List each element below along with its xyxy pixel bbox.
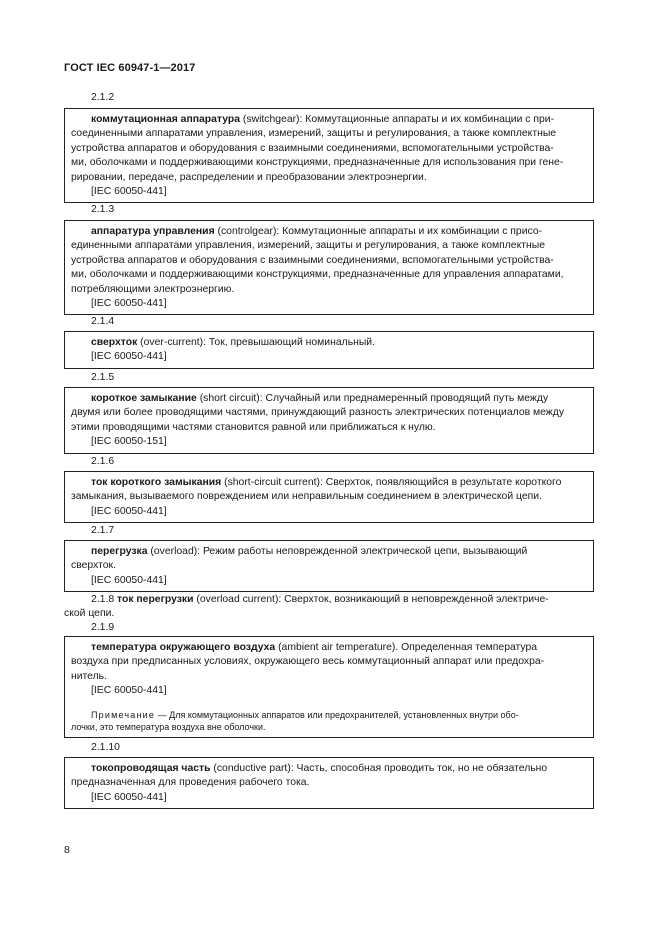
definition-text: (conductive part): Часть, способная проводить ток, но не обязательно — [210, 763, 548, 774]
clause-number: 2.1.4 — [91, 316, 115, 327]
definition-first-line — [71, 392, 587, 406]
inline-definition-first-line — [64, 593, 594, 607]
definition-box — [64, 387, 594, 454]
clause-number: 2.1.9 — [91, 622, 115, 633]
definition-text: (short circuit): Случайный или преднамеренный проводящий путь между — [196, 393, 549, 404]
iec-reference: [IEC 60050-441] — [91, 685, 167, 697]
definition-line: соединенными аппаратами управления, измерений, защиты и регулирования, а также комплектные — [71, 128, 557, 140]
definition-line: рировании, передаче, распределении и преобразовании электроэнергии. — [71, 171, 427, 183]
definition-box — [64, 220, 594, 315]
iec-reference: [IEC 60050-441] — [91, 574, 167, 586]
iec-reference: [IEC 60050-441] — [91, 298, 167, 310]
definition-line: сверхток. — [71, 560, 116, 572]
note — [71, 709, 587, 722]
definition-box — [64, 636, 594, 738]
note-label: Примечание — [91, 709, 156, 720]
term: коммутационная аппаратура — [91, 114, 241, 125]
definition-first-line — [71, 225, 587, 239]
note-text: — Для коммутационных аппаратов или предохранителей, установленных внутри обо- — [155, 709, 519, 720]
definition-box — [64, 108, 594, 203]
definition-first-line — [71, 476, 587, 490]
iec-reference: [IEC 60050-441] — [91, 351, 167, 363]
definition-line: ми, оболочками и поддерживающими конструкциями, предназначенные для использования при гене- — [71, 157, 564, 169]
definition-text: (short-circuit current): Сверхток, появляющийся в результате короткого — [221, 477, 562, 488]
term: перегрузка — [91, 546, 148, 557]
definition-first-line — [71, 545, 587, 559]
definition-line: потребляющими электроэнергию. — [71, 283, 235, 295]
inline-definition — [64, 593, 594, 622]
term: ток короткого замыкания — [91, 477, 222, 488]
definition-box — [64, 331, 594, 369]
clause-number: 2.1.10 — [91, 742, 120, 753]
term: аппаратура управления — [91, 226, 215, 237]
page-number: 8 — [64, 844, 70, 856]
definition-line: двумя или более проводящими частями, принуждающий разность электрических потенциалов между — [71, 407, 565, 419]
clause-number: 2.1.2 — [91, 92, 115, 103]
definition-line: воздуха при предписанных условиях, окружающего весь коммутационный аппарат или предохра- — [71, 656, 545, 668]
clause-number: 2.1.7 — [91, 525, 115, 536]
clause-number: 2.1.3 — [91, 204, 115, 215]
iec-reference: [IEC 60050-441] — [91, 505, 167, 517]
clause-number: 2.1.5 — [91, 372, 115, 383]
definition-first-line — [71, 641, 587, 655]
term: сверхток — [91, 337, 138, 348]
definition-line: единенными аппаратами управления, измерений, защиты и регулирования, а также комплектные — [71, 240, 545, 252]
definition-text: (over-current): Ток, превышающий номинальный. — [137, 337, 376, 348]
definition-box — [64, 757, 594, 809]
definition-box — [64, 471, 594, 523]
iec-reference: [IEC 60050-151] — [91, 436, 167, 448]
iec-reference: [IEC 60050-441] — [91, 791, 167, 803]
term: ток перегрузки — [117, 594, 194, 605]
definition-line: ской цепи. — [64, 608, 115, 620]
document-header: ГОСТ IEC 60947-1—2017 — [64, 62, 196, 74]
definition-text: (overload): Режим работы неповрежденной электрической цепи, вызывающий — [147, 546, 528, 557]
definition-text: (controlgear): Коммутационные аппараты и их комбинации с присо- — [214, 226, 543, 237]
definition-line: нитель. — [71, 670, 107, 682]
definition-line: ми, оболочками и поддерживающими конструкциями, предназначенные для управления аппаратами, — [71, 269, 564, 281]
clause-number: 2.1.6 — [91, 456, 115, 467]
definition-line: устройства аппаратов и оборудования с взаимными соединениями, вспомогательными устройства- — [71, 254, 554, 266]
definition-first-line — [71, 113, 587, 127]
definition-text: (switchgear): Коммутационные аппараты и их комбинации с при- — [240, 114, 555, 125]
term: температура окружающего воздуха — [91, 642, 276, 653]
definition-line: этими проводящими частями становится равной или приближаться к нулю. — [71, 421, 436, 433]
definition-text: (ambient air temperature). Определенная температура — [275, 642, 538, 653]
definition-line: устройства аппаратов и оборудования с взаимными соединениями, вспомогательными устройства- — [71, 142, 554, 154]
definition-line: замыкания, вызываемого повреждением или неправильным соединением в электрической цепи. — [71, 491, 542, 503]
definition-first-line — [71, 762, 587, 776]
note-continuation: лочки, это температура воздуха вне оболочки. — [71, 722, 266, 733]
term: короткое замыкание — [91, 393, 197, 404]
term: токопроводящая часть — [91, 763, 211, 774]
definition-first-line — [71, 336, 587, 350]
definition-line: предназначенная для проведения рабочего тока. — [71, 777, 310, 789]
clause-number: 2.1.8 — [91, 594, 115, 605]
definition-box — [64, 540, 594, 592]
iec-reference: [IEC 60050-441] — [91, 186, 167, 198]
definition-text: (overload current): Сверхток, возникающий в неповрежденной электриче- — [193, 594, 549, 605]
